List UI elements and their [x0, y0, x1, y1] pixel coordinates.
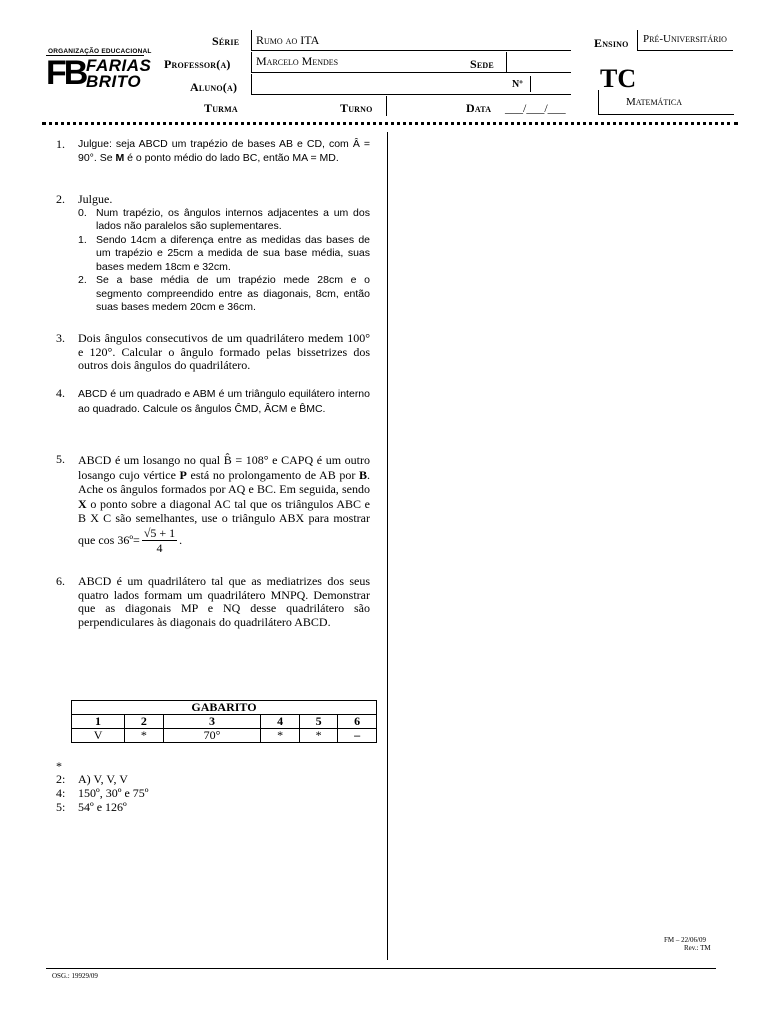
materia-underline	[598, 114, 734, 115]
footer-rule	[46, 968, 716, 969]
question-number: 6.	[56, 574, 65, 588]
professor-value: Marcelo Mendes	[256, 54, 339, 68]
logo-name-line1: FARIAS	[86, 56, 152, 75]
gabarito-header: 6	[338, 715, 377, 729]
gabarito-value: V	[72, 729, 125, 743]
ensino-value: Pré-Universitário	[643, 33, 727, 45]
aluno-label: Aluno(a)	[190, 80, 238, 94]
professor-underline	[251, 72, 571, 73]
gabarito-value: –	[338, 729, 377, 743]
question-item: 2. Se a base média de um trapézio mede 28cm e o segmento compreendido entre as diagonais, 8cm, então suas bases medem 20cm e 36cm.	[78, 274, 370, 313]
footer-rev: Rev.: TM	[684, 944, 711, 952]
question-number: 3.	[56, 331, 65, 345]
question-3	[56, 332, 370, 373]
logo-name-line2: BRITO	[86, 72, 142, 91]
data-label: Data	[466, 101, 492, 115]
materia-value: Matemática	[626, 96, 682, 108]
answer-line: 4: 150º, 30º e 75º	[56, 786, 149, 800]
gabarito-value: *	[125, 729, 163, 743]
question-1	[56, 138, 370, 165]
serie-label: Série	[212, 34, 240, 48]
logo-fb-mark: FB	[46, 54, 86, 92]
question-number: 1.	[56, 137, 65, 151]
question-text: Julgue: seja ABCD um trapézio de bases AB e CD, com Â = 90°. Se M é o ponto médio do lado BC, então MA = MD.	[78, 138, 370, 164]
gabarito-value: 70°	[163, 729, 261, 743]
question-text: Dois ângulos consecutivos de um quadrilátero medem 100° e 120°. Calcular o ângulo formado pelas bissetrizes dos outros dois ângulos do quadrilátero.	[78, 331, 370, 372]
question-4	[56, 387, 370, 417]
professor-divider	[251, 52, 252, 72]
footer-osg: OSG.: 19929/09	[52, 972, 98, 980]
ensino-label: Ensino	[594, 36, 629, 50]
aluno-divider	[251, 74, 252, 94]
question-item: 1. Sendo 14cm a diferença entre as medidas das bases de um trapézio e 25cm a medida de sua base média, suas bases medem 18cm e 32cm.	[78, 233, 370, 273]
data-blank: ___/___/___	[505, 101, 566, 115]
column-divider	[387, 132, 388, 960]
question-2	[56, 193, 370, 315]
question-number: 4.	[56, 386, 65, 400]
professor-label: Professor(a)	[164, 57, 231, 71]
cos-fraction: $\frac{√5 + 1}{4}$	[143, 525, 176, 555]
gabarito-header: 3	[163, 715, 261, 729]
question-item: 0. Num trapézio, os ângulos internos adjacentes a um dos lados não paralelos são suplementares.	[78, 206, 370, 232]
question-text: Julgue. 0. Num trapézio, os ângulos internos adjacentes a um dos lados não paralelos são suplementares. 1. Sendo 14cm a diferença entre as medidas das bases de um trapézio e 25cm a medida de sua base média, suas bases medem 18cm e 32cm. 2. Se a base média de um trapézio mede 28cm e o segmento compreendido entre as diagonais, 8cm, então suas bases medem 20cm e 36cm.	[78, 192, 370, 313]
logo-organization-text: ORGANIZAÇÃO EDUCACIONAL	[48, 48, 152, 55]
aluno-underline	[251, 94, 571, 95]
question-text: ABCD é um losango no qual B̂ = 108° e CAPQ é um outro losango cujo vértice P está no prolongamento de AB por B. Ache os ângulos formados por AQ e BC. Em seguida, sendo X o ponto sobre a diagonal AC tal que os triângulos ABC e B X C são semelhantes, use o triângulo ABX para mostrar que cos 36º= $\frac{√5 + 1}{4}$ .	[78, 453, 370, 555]
question-6	[56, 575, 370, 629]
gabarito-title: GABARITO	[72, 701, 377, 715]
footer-fm: FM – 22/06/09	[664, 936, 707, 944]
question-number: 5.	[56, 452, 65, 466]
serie-divider	[251, 30, 252, 50]
sede-divider	[506, 52, 507, 72]
answer-line: 2: A) V, V, V	[56, 772, 128, 786]
gabarito-value: *	[261, 729, 299, 743]
gabarito-header: 1	[72, 715, 125, 729]
sede-label: Sede	[470, 57, 494, 71]
gabarito-value: *	[299, 729, 337, 743]
gabarito-header: 4	[261, 715, 299, 729]
header-separator	[42, 122, 738, 125]
turma-label: Turma	[204, 101, 238, 115]
gabarito-table	[71, 700, 377, 743]
answer-star: *	[56, 759, 62, 773]
question-number: 2.	[56, 192, 65, 206]
ensino-underline	[637, 50, 733, 51]
question-text: ABCD é um quadrilátero tal que as mediatrizes dos seus quatro lados formam um quadrilátero MNPQ. Demonstrar que as diagonais MP e NQ desse quadrilátero são perpendiculares às diagonais do quadrilátero ABCD.	[78, 574, 370, 629]
numero-divider	[530, 76, 531, 92]
tc-title: TC	[600, 64, 637, 93]
serie-value: Rumo ao ITA	[256, 33, 320, 47]
ensino-divider	[637, 30, 638, 50]
turno-divider	[386, 96, 387, 116]
numero-label: Nº	[512, 79, 523, 90]
gabarito-header: 2	[125, 715, 163, 729]
serie-underline	[251, 50, 571, 51]
answer-line: 5: 54º e 126º	[56, 800, 127, 814]
question-text: ABCD é um quadrado e ABM é um triângulo equilátero interno ao quadrado. Calcule os ângulos ĈMD, ÂCM e B̂MC.	[78, 388, 370, 415]
question-5	[56, 453, 370, 556]
turno-label: Turno	[340, 101, 373, 115]
gabarito-header: 5	[299, 715, 337, 729]
materia-divider	[598, 90, 599, 114]
